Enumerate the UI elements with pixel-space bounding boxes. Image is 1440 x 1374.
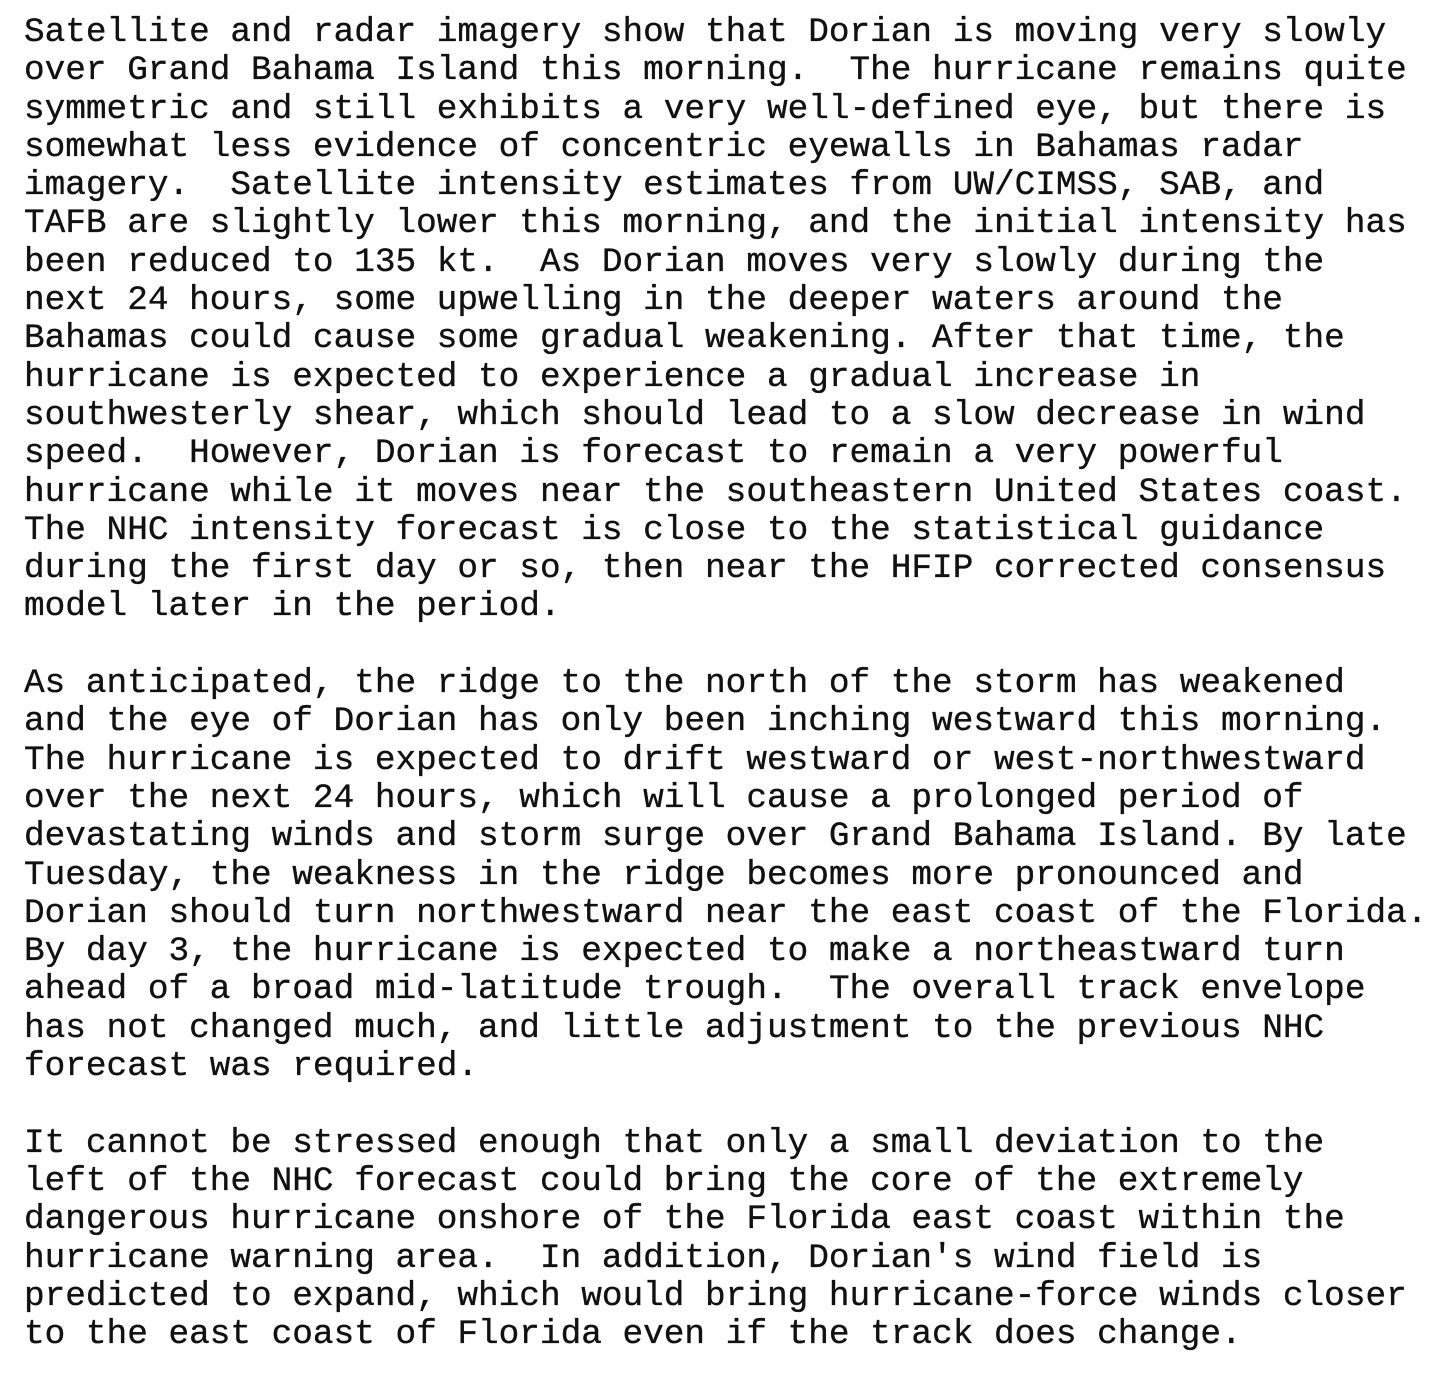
paragraph-intensity [24,14,1434,627]
text-line: over the next 24 hours, which will cause a prolonged period of [24,778,1304,818]
text-line: hurricane warning area. In addition, Dorian's wind field is [24,1238,1263,1278]
text-line: ahead of a broad mid-latitude trough. The overall track envelope [24,970,1366,1010]
text-line: southwesterly shear, which should lead to a slow decrease in wind [24,395,1366,435]
text-line: hurricane while it moves near the southeastern United States coast. [24,472,1407,512]
text-line: dangerous hurricane onshore of the Florida east coast within the [24,1200,1345,1240]
text-line: The hurricane is expected to drift westward or west-northwestward [24,740,1366,780]
text-line: over Grand Bahama Island this morning. The hurricane remains quite [24,51,1407,91]
paragraph-warning [24,1125,1434,1355]
text-line: The NHC intensity forecast is close to the statistical guidance [24,510,1325,550]
text-line: and the eye of Dorian has only been inching westward this morning. [24,702,1387,742]
forecast-discussion-text [24,14,1434,1354]
text-line: to the east coast of Florida even if the track does change. [24,1315,1242,1355]
text-line: forecast was required. [24,1047,479,1087]
paragraph-track [24,665,1434,1086]
text-line: left of the NHC forecast could bring the core of the extremely [24,1161,1304,1201]
text-line: TAFB are slightly lower this morning, and the initial intensity has [24,204,1407,244]
text-line: model later in the period. [24,587,561,627]
text-line: imagery. Satellite intensity estimates from UW/CIMSS, SAB, and [24,166,1325,206]
text-line: during the first day or so, then near the HFIP corrected consensus [24,549,1387,589]
text-line: predicted to expand, which would bring hurricane-force winds closer [24,1276,1407,1316]
text-line: It cannot be stressed enough that only a small deviation to the [24,1123,1325,1163]
text-line: As anticipated, the ridge to the north of the storm has weakened [24,664,1345,704]
text-line: next 24 hours, some upwelling in the deeper waters around the [24,281,1283,321]
text-line: symmetric and still exhibits a very well-defined eye, but there is [24,89,1387,129]
text-line: hurricane is expected to experience a gradual increase in [24,357,1201,397]
text-line: devastating winds and storm surge over Grand Bahama Island. By late [24,817,1407,857]
text-line: speed. However, Dorian is forecast to remain a very powerful [24,434,1283,474]
text-line: Bahamas could cause some gradual weakening. After that time, the [24,319,1345,359]
text-line: has not changed much, and little adjustment to the previous NHC [24,1008,1325,1048]
text-line: Satellite and radar imagery show that Dorian is moving very slowly [24,13,1387,52]
text-line: been reduced to 135 kt. As Dorian moves very slowly during the [24,242,1325,282]
text-line: Dorian should turn northwestward near the east coast of the Florida. [24,893,1428,933]
text-line: Tuesday, the weakness in the ridge becomes more pronounced and [24,855,1304,895]
text-line: By day 3, the hurricane is expected to make a northeastward turn [24,932,1345,972]
text-line: somewhat less evidence of concentric eyewalls in Bahamas radar [24,127,1304,167]
